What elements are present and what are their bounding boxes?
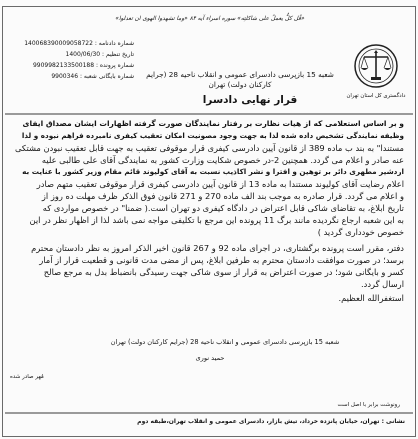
body-line: اعلام رضایت آقای کولیوند مستندا به ماده 13 از قانون آیین دادرسی کیفری قرار موقوفی تعقیب متهم صادر [36,179,404,189]
header-verse: «قُل کلٌّ یعملُ علی شاکلتِه» سوره اسراء آیه ۸۴ «وما تشهدوا الهوی ان تعدلوا» [115,16,305,22]
body-line: وظیفه نمایندگی تشخیص داده شده لذا به جهت وجود مصونیت امکان تعقیب کیفری نامبرده فراهم نبوده و لذا [21,131,404,140]
body-line: و اعلام می گردد. قرار صادره به موجب بند الف ماده 270 و 271 قانون فوق الذکر ظرف مهلت ده روز از [41,191,404,201]
body-line: به این شعبه ارجاع نگردیده مانند برگ 11 پرونده این مرجع با تکلیفی مواجه نمی باشد لذا از اظهار نظر در این [29,215,404,225]
body-line: عنه صادر و اعلام می گردد. همچنین 2-در خصوص شکایت وزارت کشور به نمایندگی آقای علی طالبی علیه [41,155,404,165]
issue-date: تاریخ تنظیم : 1400/06/30 [65,51,134,58]
branch-line-1: شعبه 15 بازپرسی دادسرای عمومی و انقلاب ناحیه 28 (جرایم [146,70,334,79]
copy-note: رونوشت برابر با اصل است [337,402,400,408]
file-number: شماره پرونده : 9909982133500188 [32,62,134,69]
justice-emblem-icon [352,42,400,90]
body-line: ارسال گردد. [360,279,404,289]
branch-line-2: کارکنان دولت) تهران [208,80,272,89]
signature-label: مُهر صادر شده [10,374,44,380]
body-line: تاریخ ابلاغ، به تقاضای شاکی قابل اعتراض در دادگاه کیفری دو تهران است.( ضمنا" در خصوص مواردی که [42,203,404,213]
signature-branch: شعبه 15 بازپرسی دادسرای عمومی و انقلاب ناحیه 28 (جرایم کارکنان دولت) تهران [110,338,340,346]
body-line: کسر و بایگانی شود؛ در صورت اعتراض به قرار از سوی شاکی جهت رسیدگی بانضباط بدل به مرجع صالح [43,267,404,277]
footer-address: نشانی : تهران، خیابان پانزده خرداد، تیش بازار، دادسرای عمومی و انقلاب تهران،طبقه دوم [137,418,405,425]
body-line: استغفرالله العظیم. [338,293,404,303]
body-line: و بر اساس استعلامی که از هیات نظارت بر رفتار نمایندگان صورت گرفته اظهارات ایشان مصداق ایفای [22,119,404,128]
archive-number: شماره بایگانی شعبه : 9900346 [51,73,134,80]
body-line: دفتر، مقرر است پرونده برگشتاری، در اجرای ماده 92 و 267 قانون اخیر الذکر امروز به نظر دادستان محترم [31,243,404,253]
body-line: خصوص خودداری گردید ) [317,227,404,237]
body-line: اردشیر مطهری دائر بر توهین و افترا و نشر اکاذیب نسبت به آقای کولیوند قائم مقام وزیر کشور با عنایت به [22,167,404,176]
page-title: قرار نهایی دادسرا [202,94,298,106]
signer-name: حمید نوری [195,354,225,362]
body-line: برسد؛ در صورت موافقت دادستان محترم به طرفین ابلاغ، پس از مضی مدت قانونی و قطعیت قرار از آمار [39,255,404,265]
body-line: مستندا" به بند ب ماده 389 از قانون آیین دادرسی کیفری قرار موقوفی تعقیب به جهت قابل تعقیب نبودن مشتکی [15,143,404,153]
emblem-caption: دادگستری کل استان تهران [346,93,406,99]
case-number: شماره دادنامه : 140068390009058722 [24,40,134,47]
